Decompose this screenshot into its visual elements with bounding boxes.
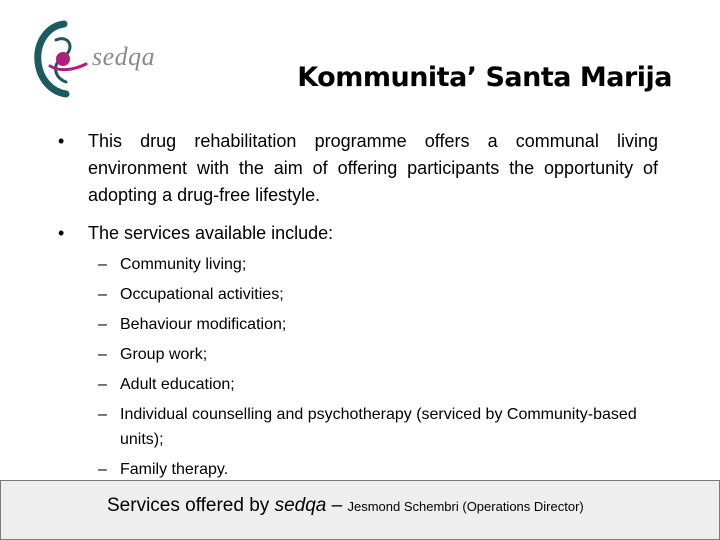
service-text: Occupational activities; — [120, 286, 284, 303]
dash-icon: – — [98, 346, 107, 363]
service-text: Community living; — [120, 256, 247, 273]
service-item — [98, 252, 658, 277]
footer-brand: sedqa — [274, 495, 327, 516]
dash-icon: – — [98, 461, 107, 478]
footer-prefix: Services offered by — [107, 495, 275, 516]
dash-icon: – — [98, 316, 107, 333]
footer-credit: Jesmond Schembri (Operations Director) — [347, 499, 584, 514]
service-item — [98, 312, 658, 337]
dash-icon: – — [98, 286, 107, 303]
slide-title: Kommunita’ Santa Marija — [297, 62, 672, 93]
bullet-icon: • — [58, 223, 65, 243]
service-text: Individual counselling and psychotherapy (serviced by Community-based units); — [120, 406, 637, 448]
bullet-item — [58, 220, 658, 247]
service-item — [98, 457, 658, 482]
service-text: Group work; — [120, 346, 208, 363]
bullet-text: The services available include: — [88, 223, 334, 243]
bullet-list — [58, 128, 658, 258]
footer-bar — [0, 480, 720, 540]
footer-caption — [107, 495, 584, 517]
service-text: Behaviour modification; — [120, 316, 287, 333]
bullet-text: This drug rehabilitation programme offers a communal living environment with the aim of offering participants the opportunity of adopting a drug-free lifestyle. — [88, 131, 658, 205]
service-item — [98, 342, 658, 367]
dash-icon: – — [98, 256, 107, 273]
bullet-icon: • — [58, 131, 65, 151]
bullet-item — [58, 128, 658, 209]
dash-icon: – — [98, 406, 107, 423]
sedqa-logo — [30, 20, 170, 100]
service-item — [98, 372, 658, 397]
dash-icon: – — [98, 376, 107, 393]
logo-wordmark: sedqa — [92, 42, 156, 71]
service-text: Family therapy. — [120, 461, 229, 478]
service-text: Adult education; — [120, 376, 235, 393]
service-item — [98, 402, 658, 452]
footer-separator: – — [326, 495, 348, 516]
services-list — [98, 252, 658, 487]
service-item — [98, 282, 658, 307]
sedqa-emblem-icon — [30, 20, 90, 100]
